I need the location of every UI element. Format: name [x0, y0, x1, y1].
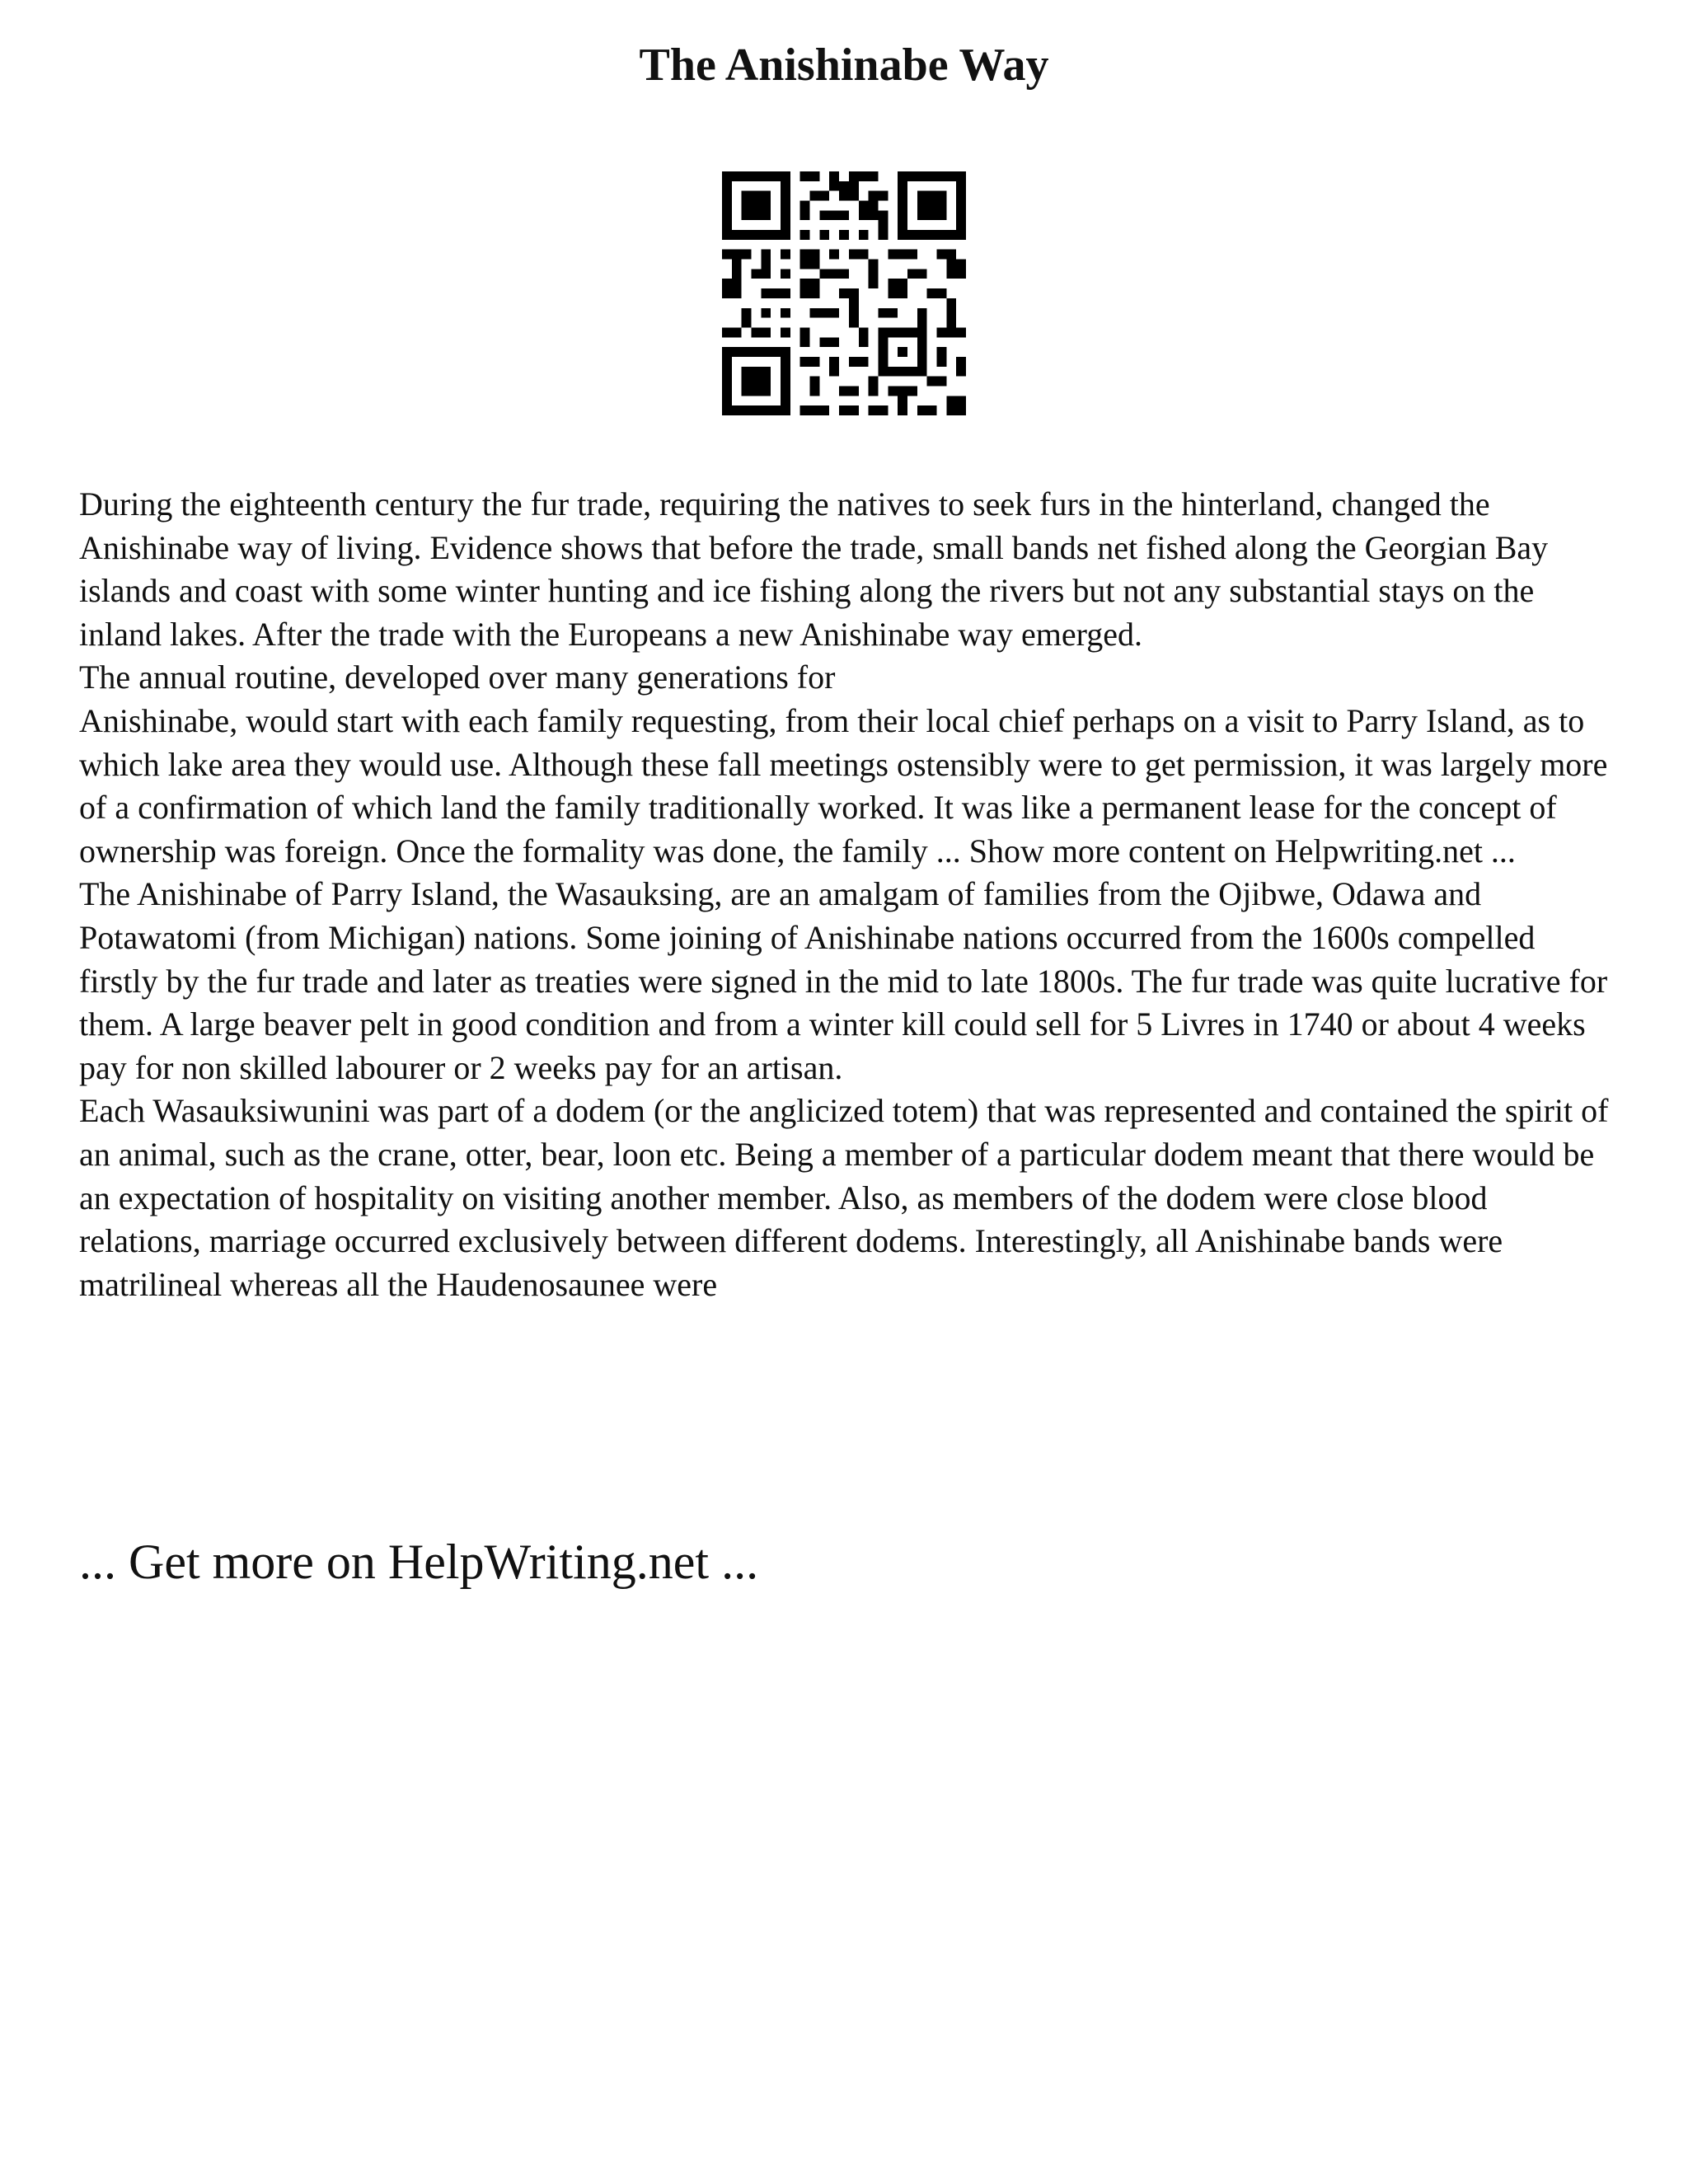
paragraph-1: During the eighteenth century the fur trade, requiring the natives to seek furs in the hinterland, changed the Anishinabe way of living. Evidence shows that before the trade, small bands net fished along the Georgian Bay islands and coast with some winter hunting and ice fishing along the rivers but not any substantial stays on the inland lakes. After the trade with the Europeans a new Anishinabe way emerged. [79, 485, 1549, 653]
paragraph-2: The annual routine, developed over many generations for [79, 658, 836, 696]
get-more-link[interactable]: ... Get more on HelpWriting.net ... [79, 1535, 759, 1589]
qr-code-graphic [722, 171, 966, 415]
page-title: The Anishinabe Way [639, 40, 1049, 91]
article-body [79, 483, 1612, 1306]
qr-code-icon[interactable] [722, 171, 966, 415]
paragraph-5: Each Wasauksiwunini was part of a dodem (or the anglicized totem) that was represented and contained the spirit of an animal, such as the crane, otter, bear, loon etc. Being a member of a particular dodem meant that there would be an expectation of hospitality on visiting another member. Also, as members of the dodem were close blood relations, marriage occurred exclusively between different dodems. Interestingly, all Anishinabe bands were matrilineal whereas all the Haudenosaunee were [79, 1092, 1609, 1303]
paragraph-3: Anishinabe, would start with each family requesting, from their local chief perhaps on a visit to Parry Island, as to which lake area they would use. Although these fall meetings ostensibly were to get permission, it was largely more of a confirmation of which land the family traditionally worked. It was like a permanent lease for the concept of ownership was foreign. Once the formality was done, the family ... Show more content on Helpwriting.net ... [79, 701, 1608, 869]
paragraph-4: The Anishinabe of Parry Island, the Wasauksing, are an amalgam of families from the Ojibwe, Odawa and Potawatomi (from Michigan) nations. Some joining of Anishinabe nations occurred from the 1600s compelled firstly by the fur trade and later as treaties were signed in the mid to late 1800s. The fur trade was quite lucrative for them. A large beaver pelt in good condition and from a winter kill could sell for 5 Livres in 1740 or about 4 weeks pay for non skilled labourer or 2 weeks pay for an artisan. [79, 875, 1608, 1086]
